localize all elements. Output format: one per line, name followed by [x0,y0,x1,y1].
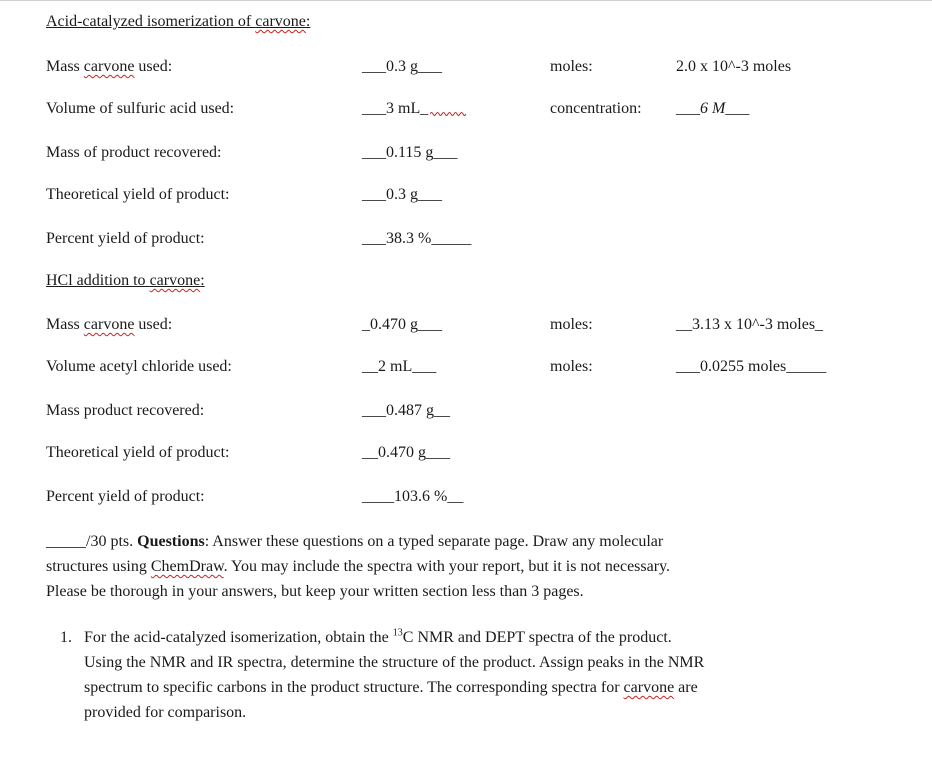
row-value: ___3 mL_ [362,100,466,118]
s1-row-volume-sulfuric [0,100,932,122]
section2-heading: HCl addition to carvone: [46,272,205,289]
row-label: Mass of product recovered: [46,144,222,161]
row-value2: ___0.0255 moles_____ [676,358,827,375]
row-value2: 2.0 x 10^-3 moles [676,58,792,75]
s1-row-theoretical-yield [0,186,932,208]
top-divider [0,0,932,1]
row-value: _0.470 g___ [362,316,442,333]
row-value2: __3.13 x 10^-3 moles_ [676,316,824,333]
s2-row-mass-product [0,402,932,424]
row-value: __0.470 g___ [362,444,450,461]
row-label: Percent yield of product: [46,230,205,247]
row-value: ___0.115 g___ [362,144,458,161]
row-label2: moles: [550,58,593,75]
question-item-1 [60,625,874,725]
row-value: ___38.3 %_____ [362,230,472,247]
s2-row-volume-acetyl [0,358,932,380]
s1-row-mass-product [0,144,932,166]
questions-line-2: structures using ChemDraw. You may include the spectra with your report, but it is not necessary. [46,558,671,575]
spellcheck-word: carvone [83,316,135,333]
s2-row-mass-carvone [0,316,932,338]
row-label: Mass carvone used: [46,58,173,75]
item-line-2: Using the NMR and IR spectra, determine the structure of the product. Assign peaks in the NMR [84,654,705,671]
s2-row-percent-yield [0,488,932,510]
spellcheck-word: carvone [623,679,675,696]
section1-heading: Acid-catalyzed isomerization of carvone: [46,13,311,30]
row-label2: moles: [550,358,593,375]
row-value: ___0.3 g___ [362,58,442,75]
questions-paragraph [46,529,906,604]
s2-row-theoretical-yield [0,444,932,466]
questions-line-3: Please be thorough in your answers, but keep your written section less than 3 pages. [46,583,584,600]
spellcheck-word: carvone [255,13,306,30]
questions-line-1: _____/30 pts. Questions: Answer these questions on a typed separate page. Draw any molecular [46,533,664,550]
row-label: Volume of sulfuric acid used: [46,100,235,117]
row-label: Percent yield of product: [46,488,205,505]
s1-row-mass-carvone [0,58,932,80]
spellcheck-word: carvone [149,272,201,289]
spellcheck-word: ChemDraw [150,558,224,575]
spellcheck-mark [430,104,466,105]
row-label: Mass product recovered: [46,402,205,419]
row-label: Volume acetyl chloride used: [46,358,232,375]
row-value: ___0.487 g__ [362,402,450,419]
item-line-1: For the acid-catalyzed isomerization, obtain the $^{13}$C NMR and DEPT spectra of the product. [84,627,672,646]
row-value: ___0.3 g___ [362,186,442,203]
list-number: 1. [60,629,72,646]
row-label2: moles: [550,316,593,333]
row-value2: ___6 M___ [676,100,750,117]
item-line-3: spectrum to specific carbons in the product structure. The corresponding spectra for carvone are [84,679,698,696]
item-line-4: provided for comparison. [84,704,247,721]
row-label: Theoretical yield of product: [46,444,230,461]
s1-row-percent-yield [0,230,932,252]
row-value: ____103.6 %__ [362,488,464,505]
row-label2: concentration: [550,100,642,117]
row-label: Mass carvone used: [46,316,173,333]
row-value: __2 mL___ [362,358,437,375]
row-label: Theoretical yield of product: [46,186,230,203]
spellcheck-word: carvone [83,58,135,75]
